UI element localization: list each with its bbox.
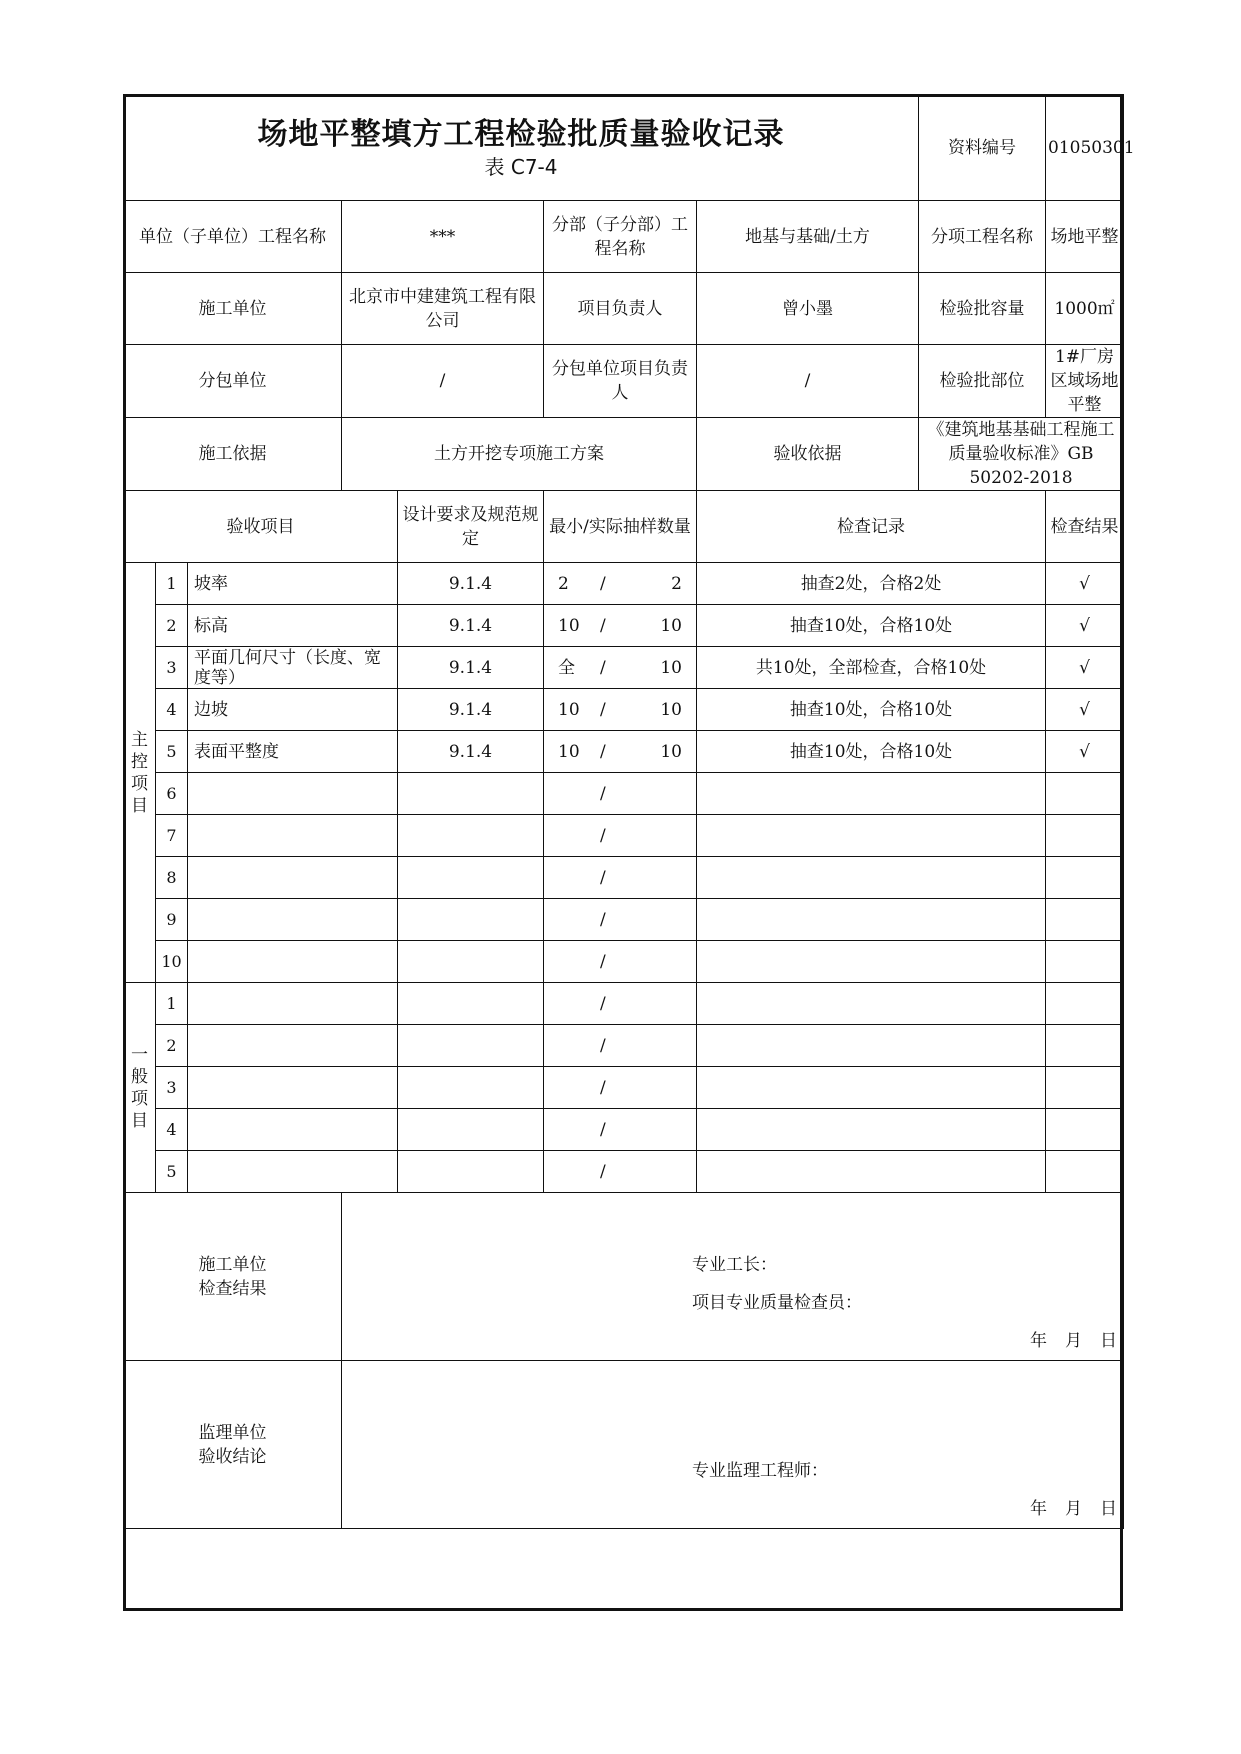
row-number: 10: [156, 941, 188, 983]
sample-separator: /: [600, 994, 606, 1014]
sample-min: 10: [558, 700, 580, 720]
contractor-date: 年月日: [1030, 1331, 1136, 1351]
row-number: 5: [156, 731, 188, 773]
division-label: 分部（子分部）工程名称: [544, 201, 697, 273]
row-number: 1: [156, 983, 188, 1025]
spec-value: [398, 1025, 544, 1067]
item-name: [188, 941, 398, 983]
table-row: [124, 899, 1124, 941]
basis-value: 土方开挖专项施工方案: [342, 418, 697, 491]
contractor-check-row: [124, 1193, 1124, 1361]
row-number: 8: [156, 857, 188, 899]
table-row: [124, 815, 1124, 857]
sample-actual: 10: [660, 742, 682, 762]
check-result: √: [1046, 563, 1124, 605]
inspection-form: [123, 94, 1136, 1529]
main-control-group: [124, 563, 156, 983]
sample-separator: /: [600, 952, 606, 972]
row-number: 3: [156, 647, 188, 689]
unit-value: ***: [342, 201, 544, 273]
check-record: 抽查2处，合格2处: [697, 563, 1046, 605]
row-number: 5: [156, 1151, 188, 1193]
sample-separator: /: [600, 742, 606, 762]
table-row: [124, 857, 1124, 899]
spec-value: 9.1.4: [398, 605, 544, 647]
table-row: [124, 1067, 1124, 1109]
item-name: [188, 773, 398, 815]
row-number: 2: [156, 1025, 188, 1067]
form-table: [123, 94, 1136, 1529]
row-number: 3: [156, 1067, 188, 1109]
sample-count: [544, 815, 697, 857]
spec-value: 9.1.4: [398, 731, 544, 773]
table-row: [124, 1109, 1124, 1151]
pm-label: 项目负责人: [544, 273, 697, 345]
check-record: 共10处，全部检查，合格10处: [697, 647, 1046, 689]
contractor-value: 北京市中建建筑工程有限公司: [342, 273, 544, 345]
sample-min: 2: [558, 574, 569, 594]
row-number: 2: [156, 605, 188, 647]
check-result: [1046, 1151, 1124, 1193]
sample-separator: /: [600, 658, 606, 678]
form-title: 场地平整填方工程检验批质量验收记录: [257, 116, 785, 152]
check-record: [697, 1109, 1046, 1151]
col-header-record: 检查记录: [697, 491, 1046, 563]
spec-value: [398, 1151, 544, 1193]
sample-separator: /: [600, 784, 606, 804]
table-row: [124, 983, 1124, 1025]
item-name: [188, 1151, 398, 1193]
spec-value: [398, 857, 544, 899]
row-number: 1: [156, 563, 188, 605]
check-result: [1046, 773, 1124, 815]
item-name: 表面平整度: [188, 731, 398, 773]
supervisor-check-content: [342, 1361, 1136, 1529]
item-name: 边坡: [188, 689, 398, 731]
general-group: [124, 983, 156, 1193]
check-result: [1046, 857, 1124, 899]
supervisor-check-row: [124, 1361, 1124, 1529]
check-result: [1046, 899, 1124, 941]
spec-value: [398, 983, 544, 1025]
sample-actual: 2: [671, 574, 682, 594]
check-record: [697, 1151, 1046, 1193]
capacity-value: 1000㎡: [1046, 273, 1124, 345]
table-row: [124, 689, 1124, 731]
form-subtitle: 表 C7-4: [484, 154, 558, 179]
col-header-item: 验收项目: [124, 491, 398, 563]
check-record: 抽查10处，合格10处: [697, 731, 1046, 773]
contractor-check-label: [124, 1193, 342, 1361]
spec-value: [398, 1067, 544, 1109]
sample-count: [544, 1151, 697, 1193]
col-header-result: 检查结果: [1046, 491, 1124, 563]
col-header-spec: 设计要求及规范规定: [398, 491, 544, 563]
supervisor-date: 年月日: [1030, 1499, 1136, 1519]
contractor-check-label-text: 施工单位检查结果: [198, 1254, 267, 1299]
item-name: 坡率: [188, 563, 398, 605]
row-number: 4: [156, 689, 188, 731]
item-name: 标高: [188, 605, 398, 647]
division-value: 地基与基础/土方: [697, 201, 919, 273]
main-control-group-text: 主控项目: [131, 729, 148, 816]
sample-separator: /: [600, 616, 606, 636]
general-group-text: 一般项目: [131, 1044, 148, 1131]
row-number: 4: [156, 1109, 188, 1151]
sample-separator: /: [600, 910, 606, 930]
table-row: [124, 941, 1124, 983]
check-result: √: [1046, 731, 1124, 773]
subitem-label: 分项工程名称: [919, 201, 1046, 273]
sample-min: 10: [558, 616, 580, 636]
item-name: 平面几何尺寸（长度、宽度等）: [188, 647, 398, 689]
table-row: [124, 773, 1124, 815]
check-result: [1046, 815, 1124, 857]
title-cell: [124, 95, 919, 201]
contractor-label: 施工单位: [124, 273, 342, 345]
item-name: [188, 983, 398, 1025]
item-name: [188, 857, 398, 899]
check-record: [697, 1067, 1046, 1109]
sample-count: [544, 899, 697, 941]
item-name: [188, 815, 398, 857]
table-row: [124, 731, 1124, 773]
sample-count: [544, 1067, 697, 1109]
row-number: 6: [156, 773, 188, 815]
sample-separator: /: [600, 1036, 606, 1056]
supervising-engineer-label: 专业监理工程师：: [692, 1461, 828, 1481]
check-record: [697, 983, 1046, 1025]
location-label: 检验批部位: [919, 345, 1046, 418]
sample-count: [544, 563, 697, 605]
subcontractor-label: 分包单位: [124, 345, 342, 418]
sample-min: 全: [558, 658, 575, 678]
spec-value: 9.1.4: [398, 563, 544, 605]
table-row: [124, 647, 1124, 689]
contractor-check-content: [342, 1193, 1136, 1361]
sample-separator: /: [600, 1078, 606, 1098]
sample-count: [544, 941, 697, 983]
sample-count: [544, 731, 697, 773]
check-result: [1046, 1109, 1124, 1151]
check-result: [1046, 983, 1124, 1025]
spec-value: [398, 899, 544, 941]
supervisor-check-label-text: 监理单位验收结论: [198, 1422, 267, 1467]
check-record: 抽查10处，合格10处: [697, 689, 1046, 731]
check-record: [697, 899, 1046, 941]
spec-value: 9.1.4: [398, 689, 544, 731]
sample-separator: /: [600, 574, 606, 594]
row-number: 9: [156, 899, 188, 941]
spec-value: [398, 815, 544, 857]
spec-value: 9.1.4: [398, 647, 544, 689]
spec-value: [398, 773, 544, 815]
check-record: [697, 1025, 1046, 1067]
table-row: [124, 605, 1124, 647]
location-value: 1#厂房区域场地平整: [1046, 345, 1124, 418]
check-record: [697, 941, 1046, 983]
table-row: [124, 1025, 1124, 1067]
unit-label: 单位（子单位）工程名称: [124, 201, 342, 273]
sample-count: [544, 689, 697, 731]
sample-count: [544, 1025, 697, 1067]
item-name: [188, 1109, 398, 1151]
quality-inspector-label: 项目专业质量检查员：: [692, 1293, 862, 1313]
sample-count: [544, 1109, 697, 1151]
sample-separator: /: [600, 826, 606, 846]
table-row: [124, 1151, 1124, 1193]
check-record: [697, 773, 1046, 815]
sample-separator: /: [600, 1162, 606, 1182]
supervisor-check-label: [124, 1361, 342, 1529]
capacity-label: 检验批容量: [919, 273, 1046, 345]
sample-count: [544, 983, 697, 1025]
item-name: [188, 1025, 398, 1067]
spec-value: [398, 1109, 544, 1151]
check-record: 抽查10处，合格10处: [697, 605, 1046, 647]
sample-count: [544, 773, 697, 815]
basis-label: 施工依据: [124, 418, 342, 491]
pm-value: 曾小墨: [697, 273, 919, 345]
sample-separator: /: [600, 700, 606, 720]
check-record: [697, 815, 1046, 857]
sample-separator: /: [600, 868, 606, 888]
doc-no-label: 资料编号: [919, 95, 1046, 201]
doc-no-value: 01050301: [1046, 95, 1124, 201]
sample-actual: 10: [660, 700, 682, 720]
table-row: [124, 563, 1124, 605]
subitem-value: 场地平整: [1046, 201, 1124, 273]
sample-count: [544, 857, 697, 899]
accept-basis-label: 验收依据: [697, 418, 919, 491]
sample-count: [544, 647, 697, 689]
subcontractor-value: /: [342, 345, 544, 418]
sample-actual: 10: [660, 658, 682, 678]
sub-pm-value: /: [697, 345, 919, 418]
sample-separator: /: [600, 1120, 606, 1140]
item-name: [188, 899, 398, 941]
row-number: 7: [156, 815, 188, 857]
accept-basis-value: 《建筑地基基础工程施工质量验收标准》GB 50202-2018: [919, 418, 1124, 491]
sample-count: [544, 605, 697, 647]
check-result: √: [1046, 689, 1124, 731]
check-result: √: [1046, 647, 1124, 689]
sample-actual: 10: [660, 616, 682, 636]
spec-value: [398, 941, 544, 983]
check-record: [697, 857, 1046, 899]
foreman-label: 专业工长：: [692, 1255, 777, 1275]
col-header-sample: 最小/实际抽样数量: [544, 491, 697, 563]
sample-min: 10: [558, 742, 580, 762]
check-result: [1046, 1025, 1124, 1067]
check-result: [1046, 1067, 1124, 1109]
sub-pm-label: 分包单位项目负责人: [544, 345, 697, 418]
check-result: √: [1046, 605, 1124, 647]
item-name: [188, 1067, 398, 1109]
check-result: [1046, 941, 1124, 983]
